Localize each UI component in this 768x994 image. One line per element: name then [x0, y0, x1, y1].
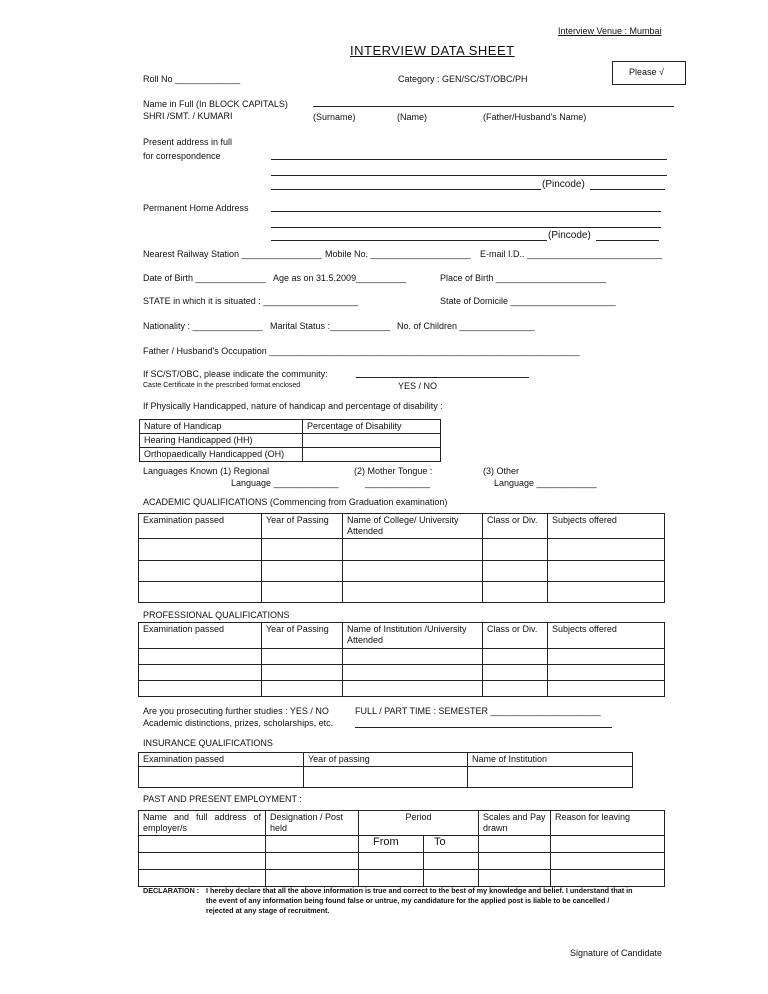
- table-row: [139, 870, 665, 887]
- given-name-label: (Name): [397, 112, 428, 122]
- other-language-label: (3) Other: [483, 466, 520, 476]
- table-cell[interactable]: [262, 649, 343, 665]
- table-cell[interactable]: [139, 539, 262, 561]
- table-cell[interactable]: [548, 681, 665, 697]
- table-cell[interactable]: [483, 681, 548, 697]
- table-cell[interactable]: [483, 561, 548, 582]
- table-cell[interactable]: [139, 870, 266, 887]
- further-studies-field[interactable]: Are you prosecuting further studies : YES / NO: [143, 706, 329, 716]
- title-label: SHRI /SMT. / KUMARI: [143, 111, 233, 121]
- table-row: [139, 681, 665, 697]
- table-cell[interactable]: [343, 681, 483, 697]
- insurance-table: [138, 752, 633, 788]
- permanent-address-line-2[interactable]: [271, 227, 661, 228]
- mother-tongue-label: (2) Mother Tongue :: [354, 466, 433, 476]
- period-from-label: From: [359, 836, 424, 853]
- domicile-field[interactable]: State of Domicile _____________________: [440, 296, 616, 306]
- present-pincode-label: (Pincode): [542, 179, 585, 190]
- table-cell[interactable]: [343, 539, 483, 561]
- mother-tongue-field[interactable]: _____________: [365, 478, 431, 488]
- roll-no-field[interactable]: Roll No _____________: [143, 74, 241, 84]
- language-regional-label: Languages Known (1) Regional: [143, 466, 270, 476]
- table-cell[interactable]: [139, 561, 262, 582]
- handicap-table: [139, 419, 441, 462]
- table-row: [140, 448, 441, 462]
- period-to-label: To: [424, 836, 479, 853]
- employment-heading: PAST AND PRESENT EMPLOYMENT :: [143, 794, 302, 804]
- distinctions-label: Academic distinctions, prizes, scholarships, etc.: [143, 718, 334, 728]
- academic-col-class: Class or Div.: [483, 514, 548, 539]
- present-address-line-1[interactable]: [271, 159, 667, 160]
- table-row: [140, 434, 441, 448]
- table-cell[interactable]: [548, 665, 665, 681]
- professional-table: [138, 622, 665, 697]
- please-tick-label: Please √: [629, 67, 664, 77]
- professional-col-year: Year of Passing: [262, 623, 343, 649]
- table-cell[interactable]: [266, 836, 359, 853]
- professional-col-subjects: Subjects offered: [548, 623, 665, 649]
- interview-venue: Interview Venue : Mumbai: [558, 26, 662, 36]
- handicap-col-percentage: Percentage of Disability: [303, 420, 441, 434]
- place-of-birth-field[interactable]: Place of Birth ______________________: [440, 273, 607, 283]
- language-regional-field[interactable]: Language _____________: [231, 478, 339, 488]
- professional-col-class: Class or Div.: [483, 623, 548, 649]
- table-cell[interactable]: [483, 649, 548, 665]
- table-cell[interactable]: [262, 582, 343, 603]
- table-row: [140, 420, 441, 434]
- insurance-col-exam: Examination passed: [139, 753, 304, 767]
- table-cell[interactable]: [139, 665, 262, 681]
- employment-table: [138, 810, 665, 887]
- surname-label: (Surname): [313, 112, 356, 122]
- dob-field[interactable]: Date of Birth ______________: [143, 273, 266, 283]
- table-row: [139, 582, 665, 603]
- present-address-label: Present address in full: [143, 137, 233, 147]
- table-cell[interactable]: [424, 853, 479, 870]
- declaration-text: I hereby declare that all the above information is true and correct to the best of my knowledge and belief. I understand that in the event of any information being found false or untrue, my candidature for the applied post is liable to be cancelled / rejected at any stage of recruitment.: [206, 886, 633, 915]
- email-field[interactable]: E-mail I.D.. ___________________________: [480, 249, 663, 259]
- table-header-row: [139, 753, 633, 767]
- academic-col-exam: Examination passed: [139, 514, 262, 539]
- table-cell[interactable]: [343, 582, 483, 603]
- page-title: INTERVIEW DATA SHEET: [350, 43, 515, 58]
- professional-heading: PROFESSIONAL QUALIFICATIONS: [143, 610, 290, 620]
- table-cell[interactable]: [551, 853, 665, 870]
- employment-col-reason: Reason for leaving: [551, 811, 665, 836]
- handicap-row-oh: Orthopaedically Handicapped (OH): [140, 448, 303, 462]
- nationality-field[interactable]: Nationality : ______________: [143, 321, 263, 331]
- insurance-col-institution: Name of Institution: [468, 753, 633, 767]
- table-cell[interactable]: [551, 870, 665, 887]
- table-cell[interactable]: [139, 649, 262, 665]
- signature-label: Signature of Candidate: [570, 948, 663, 958]
- table-row: [139, 665, 665, 681]
- father-name-label: (Father/Husband's Name): [483, 112, 587, 122]
- table-cell[interactable]: [139, 582, 262, 603]
- table-cell[interactable]: [139, 681, 262, 697]
- employment-col-designation: Designation / Post held: [266, 811, 359, 836]
- permanent-pincode-label: (Pincode): [548, 230, 591, 241]
- railway-station-field[interactable]: Nearest Railway Station ________________: [143, 249, 322, 259]
- academic-heading: ACADEMIC QUALIFICATIONS (Commencing from Graduation examination): [143, 497, 448, 507]
- name-input-line[interactable]: [313, 106, 674, 107]
- table-cell[interactable]: [266, 853, 359, 870]
- academic-col-year: Year of Passing: [262, 514, 343, 539]
- table-cell[interactable]: [262, 539, 343, 561]
- table-cell[interactable]: [548, 561, 665, 582]
- insurance-heading: INSURANCE QUALIFICATIONS: [143, 738, 273, 748]
- table-cell[interactable]: [551, 836, 665, 853]
- table-row: [139, 539, 665, 561]
- professional-col-exam: Examination passed: [139, 623, 262, 649]
- table-header-row: [139, 514, 665, 539]
- table-cell[interactable]: [343, 649, 483, 665]
- handicap-question: If Physically Handicapped, nature of handicap and percentage of disability :: [143, 401, 443, 411]
- occupation-field[interactable]: Father / Husband's Occupation ______________________________________________________________: [143, 346, 580, 356]
- table-cell[interactable]: [139, 853, 266, 870]
- handicap-cell[interactable]: [303, 448, 441, 462]
- table-cell[interactable]: [483, 665, 548, 681]
- present-pincode-line[interactable]: [590, 189, 665, 190]
- table-row: [139, 853, 665, 870]
- distinctions-line[interactable]: [355, 727, 612, 728]
- present-address-line-2[interactable]: [271, 175, 667, 176]
- table-cell[interactable]: [479, 870, 551, 887]
- table-cell[interactable]: [304, 767, 468, 788]
- academic-col-subjects: Subjects offered: [548, 514, 665, 539]
- handicap-cell[interactable]: [303, 434, 441, 448]
- employment-col-scales: Scales and Pay drawn: [479, 811, 551, 836]
- table-header-row: [139, 623, 665, 649]
- permanent-pincode-line[interactable]: [596, 240, 659, 241]
- caste-certificate-label: Caste Certificate in the prescribed format enclosed: [143, 382, 301, 389]
- table-cell[interactable]: [343, 561, 483, 582]
- table-cell[interactable]: [262, 681, 343, 697]
- table-header-row: [139, 811, 665, 836]
- table-cell[interactable]: [424, 870, 479, 887]
- table-cell[interactable]: [343, 665, 483, 681]
- table-cell[interactable]: [548, 649, 665, 665]
- table-cell[interactable]: [483, 539, 548, 561]
- academic-col-college: Name of College/ University Attended: [343, 514, 483, 539]
- name-label: Name in Full (In BLOCK CAPITALS): [143, 99, 288, 109]
- professional-col-institution: Name of Institution /University Attended: [343, 623, 483, 649]
- table-cell[interactable]: [468, 767, 633, 788]
- handicap-col-nature: Nature of Handicap: [140, 420, 303, 434]
- full-part-time-field[interactable]: FULL / PART TIME : SEMESTER ______________________: [355, 706, 601, 716]
- table-cell[interactable]: [359, 870, 424, 887]
- permanent-address-line-3[interactable]: [271, 240, 547, 241]
- state-field[interactable]: STATE in which it is situated : ___________________: [143, 296, 359, 306]
- table-cell[interactable]: [262, 665, 343, 681]
- table-cell[interactable]: [262, 561, 343, 582]
- academic-table: [138, 513, 665, 603]
- table-cell[interactable]: [479, 853, 551, 870]
- marital-status-field[interactable]: Marital Status :____________: [270, 321, 391, 331]
- table-cell[interactable]: [139, 767, 304, 788]
- table-row: [139, 561, 665, 582]
- age-field[interactable]: Age as on 31.5.2009__________: [273, 273, 407, 283]
- table-cell[interactable]: [483, 582, 548, 603]
- please-tick-box: [612, 61, 686, 85]
- other-language-field[interactable]: Language ____________: [494, 478, 597, 488]
- permanent-address-line-1[interactable]: [271, 211, 661, 212]
- table-cell[interactable]: [479, 836, 551, 853]
- caste-yes-no[interactable]: YES / NO: [398, 381, 438, 391]
- employment-col-employer: Name and full address of employer/s: [139, 811, 266, 836]
- mobile-field[interactable]: Mobile No. ____________________: [325, 249, 471, 259]
- category-field[interactable]: Category : GEN/SC/ST/OBC/PH: [398, 74, 528, 84]
- table-cell[interactable]: [139, 836, 266, 853]
- table-cell[interactable]: [359, 853, 424, 870]
- present-address-label-2: for correspondence: [143, 151, 221, 161]
- table-cell[interactable]: [266, 870, 359, 887]
- insurance-col-year: Year of passing: [304, 753, 468, 767]
- community-line[interactable]: [356, 377, 529, 378]
- community-label: If SC/ST/OBC, please indicate the community:: [143, 369, 328, 379]
- declaration-label: DECLARATION :: [143, 886, 200, 895]
- table-row: [139, 649, 665, 665]
- table-cell[interactable]: [548, 539, 665, 561]
- table-row: [139, 767, 633, 788]
- handicap-row-hh: Hearing Handicapped (HH): [140, 434, 303, 448]
- children-field[interactable]: No. of Children _______________: [397, 321, 535, 331]
- permanent-address-label: Permanent Home Address: [143, 203, 249, 213]
- table-row: [139, 836, 665, 853]
- employment-col-period: Period: [359, 811, 479, 836]
- present-address-line-3[interactable]: [271, 189, 541, 190]
- table-cell[interactable]: [548, 582, 665, 603]
